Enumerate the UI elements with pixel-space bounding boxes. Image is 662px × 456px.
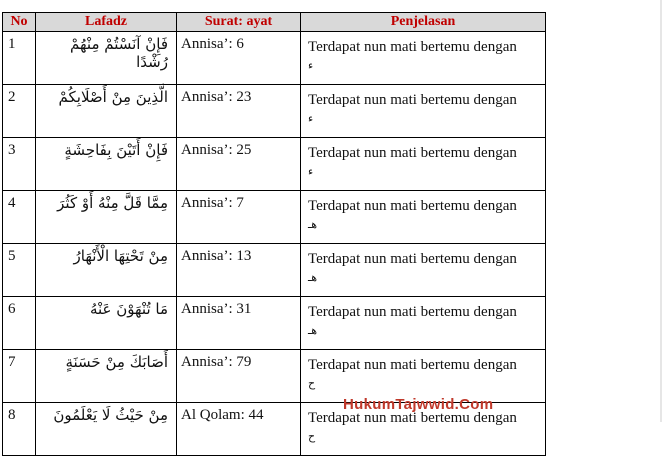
penjelasan-cell — [301, 191, 546, 244]
lafadz-cell — [36, 85, 177, 138]
huruf-letter: ء — [308, 59, 314, 72]
penjelasan-text: Terdapat nun mati bertemu dengan — [308, 198, 517, 214]
table-row — [3, 85, 546, 138]
table-row — [3, 350, 546, 403]
row-number-text: 5 — [8, 248, 16, 264]
row-number — [3, 297, 36, 350]
surat-ayat-cell — [177, 191, 301, 244]
header-lafadz: Lafadz — [36, 13, 177, 32]
penjelasan-text: Terdapat nun mati bertemu dengan — [308, 92, 517, 108]
surat-ayat-cell — [177, 244, 301, 297]
huruf-letter: هـ — [308, 271, 318, 284]
penjelasan-text: Terdapat nun mati bertemu dengan — [308, 39, 517, 55]
table-header-row — [3, 13, 546, 32]
penjelasan-cell — [301, 32, 546, 85]
penjelasan-text: Terdapat nun mati bertemu dengan — [308, 410, 517, 426]
lafadz-cell — [36, 403, 177, 456]
row-number — [3, 85, 36, 138]
watermark-text: HukumTajwwid.Com — [343, 396, 494, 413]
header-surat-ayat: Surat: ayat — [177, 13, 301, 32]
surat-ayat-text: Annisa’: 23 — [181, 89, 252, 105]
table-row — [3, 244, 546, 297]
row-number — [3, 244, 36, 297]
table-row — [3, 191, 546, 244]
lafadz-cell — [36, 32, 177, 85]
lafadz-cell — [36, 297, 177, 350]
penjelasan-cell — [301, 244, 546, 297]
huruf-letter: ء — [308, 112, 314, 125]
tajwid-table — [2, 12, 546, 456]
surat-ayat-cell — [177, 138, 301, 191]
row-number-text: 6 — [8, 301, 16, 317]
surat-ayat-cell — [177, 32, 301, 85]
penjelasan-cell — [301, 138, 546, 191]
penjelasan-text: Terdapat nun mati bertemu dengan — [308, 145, 517, 161]
lafadz-text: الَّذِينَ مِنْ أَصْلَابِكُمْ — [58, 88, 168, 106]
lafadz-cell — [36, 350, 177, 403]
surat-ayat-cell — [177, 350, 301, 403]
huruf-letter: هـ — [308, 218, 318, 231]
lafadz-text: مِنْ حَيْثُ لَا يَعْلَمُونَ — [53, 406, 168, 424]
row-number-text: 3 — [8, 142, 16, 158]
row-number — [3, 138, 36, 191]
surat-ayat-cell — [177, 85, 301, 138]
huruf-letter: ء — [308, 165, 314, 178]
table-row — [3, 297, 546, 350]
table-row — [3, 138, 546, 191]
huruf-letter: هـ — [308, 324, 318, 337]
huruf-letter: ح — [308, 430, 316, 443]
row-number — [3, 191, 36, 244]
row-number-text: 8 — [8, 407, 16, 423]
row-number — [3, 403, 36, 456]
header-no: No — [3, 13, 36, 32]
surat-ayat-text: Annisa’: 31 — [181, 301, 252, 317]
lafadz-cell — [36, 244, 177, 297]
surat-ayat-text: Annisa’: 6 — [181, 36, 244, 52]
lafadz-text: مِمَّا قَلَّ مِنْهُ أَوْ كَثُرَ — [57, 194, 168, 212]
surat-ayat-text: Annisa’: 25 — [181, 142, 252, 158]
lafadz-text: أَصَابَكَ مِنْ حَسَنَةٍ — [65, 353, 168, 371]
row-number-text: 2 — [8, 89, 16, 105]
row-number-text: 1 — [8, 36, 16, 52]
surat-ayat-cell — [177, 297, 301, 350]
lafadz-text: مَا تُنْهَوْنَ عَنْهُ — [89, 300, 168, 318]
penjelasan-text: Terdapat nun mati bertemu dengan — [308, 304, 517, 320]
lafadz-cell — [36, 138, 177, 191]
surat-ayat-cell — [177, 403, 301, 456]
penjelasan-text: Terdapat nun mati bertemu dengan — [308, 357, 517, 373]
row-number — [3, 350, 36, 403]
header-penjelasan: Penjelasan — [301, 13, 546, 32]
table-row — [3, 32, 546, 85]
lafadz-text: فَإِنْ آنَسْتُمْ مِنْهُمْ رُشْدًا — [70, 35, 168, 71]
penjelasan-cell — [301, 85, 546, 138]
row-number-text: 7 — [8, 354, 16, 370]
surat-ayat-text: Al Qolam: 44 — [181, 407, 264, 423]
row-number — [3, 32, 36, 85]
lafadz-text: مِنْ تَحْتِهَا الْأَنْهَارُ — [73, 247, 168, 265]
row-number-text: 4 — [8, 195, 16, 211]
surat-ayat-text: Annisa’: 79 — [181, 354, 252, 370]
surat-ayat-text: Annisa’: 13 — [181, 248, 252, 264]
lafadz-text: فَإِنْ أَتَيْنَ بِفَاحِشَةٍ — [64, 141, 168, 159]
penjelasan-cell — [301, 297, 546, 350]
lafadz-cell — [36, 191, 177, 244]
huruf-letter: ح — [308, 377, 316, 390]
penjelasan-text: Terdapat nun mati bertemu dengan — [308, 251, 517, 267]
surat-ayat-text: Annisa’: 7 — [181, 195, 244, 211]
penjelasan-cell — [301, 350, 546, 403]
